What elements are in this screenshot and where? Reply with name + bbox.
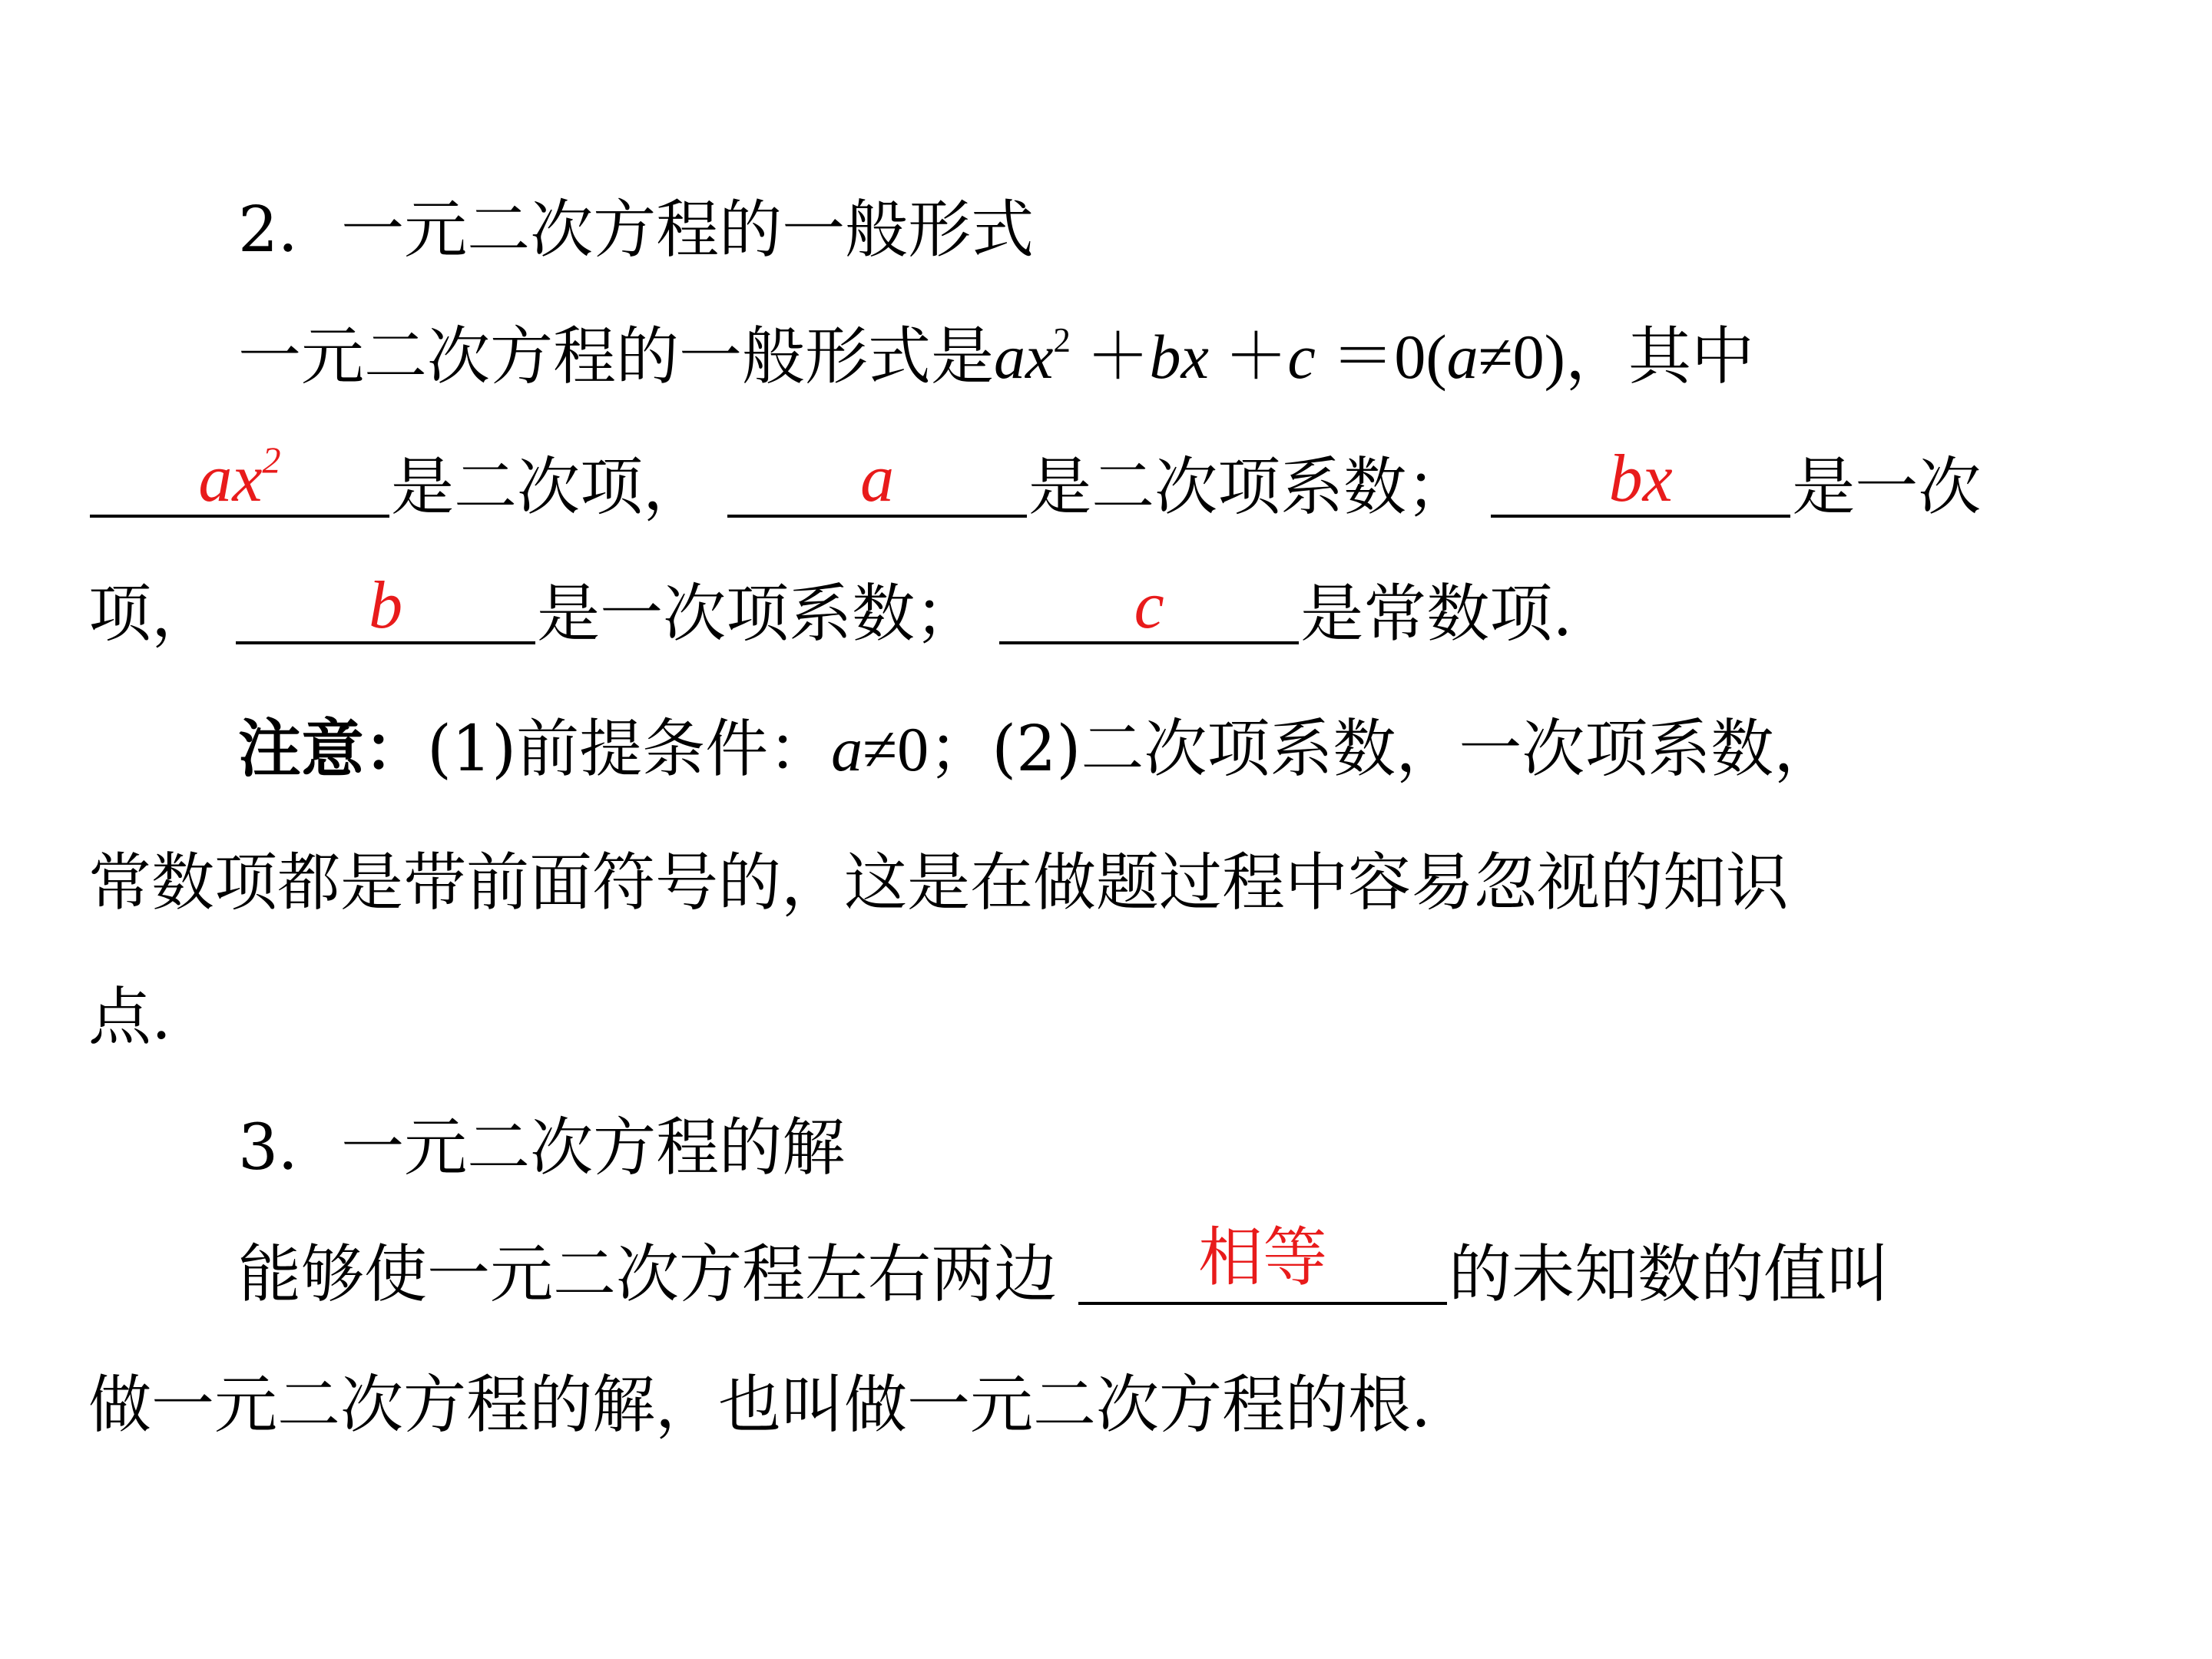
- label-linear-coefficient: 是一次项系数；: [537, 578, 979, 651]
- note-condition: (1)前提条件：: [427, 713, 832, 786]
- terms-line-2-start: 项，: [88, 578, 215, 651]
- label-linear-term: 是一次: [1792, 451, 1982, 524]
- general-form-line: [238, 311, 1754, 403]
- blank-equal[interactable]: [1078, 1220, 1447, 1305]
- terms-line-2: [88, 568, 1572, 661]
- answer-constant-term: c: [1134, 568, 1164, 643]
- section-3-heading: [238, 1102, 845, 1194]
- label-quadratic-term: 是二次项，: [391, 451, 707, 524]
- note-line-3: 点.: [88, 981, 172, 1054]
- answer-quadratic-term: $ax^2$: [198, 440, 281, 516]
- note-line-1: 注意：(1)前提条件：a≠0；(2)二次项系数，一次项系数，: [238, 712, 1837, 786]
- label-quadratic-coefficient: 是二次项系数；: [1028, 451, 1470, 524]
- blank-quadratic-coefficient[interactable]: [727, 442, 1027, 518]
- blank-linear-term[interactable]: [1491, 442, 1790, 518]
- note-label: 注意：: [238, 712, 428, 786]
- blank-linear-coefficient[interactable]: [236, 568, 535, 644]
- answer-linear-coefficient: b: [369, 568, 403, 643]
- answer-linear-term: bx: [1608, 442, 1673, 516]
- blank-quadratic-term[interactable]: [90, 440, 389, 518]
- general-form-equation: $ax^2 +bx +c =0(a\ne 0)$: [994, 321, 1565, 392]
- note-coefficients: (2)二次项系数，一次项系数，: [992, 713, 1837, 786]
- section-2-heading-text: 2．一元二次方程的一般形式: [238, 194, 1035, 267]
- terms-line-1: [88, 442, 1981, 534]
- section-2-heading: [238, 184, 1034, 276]
- label-constant-term: 是常数项.: [1300, 578, 1573, 651]
- note-line-2: 常数项都是带前面符号的，这是在做题过程中容易忽视的知识: [88, 846, 1790, 919]
- general-form-lead: 一元二次方程的一般形式是: [238, 320, 995, 393]
- answer-equal: 相等: [1198, 1220, 1328, 1295]
- general-form-tail: ，其中: [1565, 320, 1754, 393]
- answer-quadratic-coefficient: a: [860, 442, 895, 516]
- blank-constant-term[interactable]: [999, 568, 1299, 644]
- solution-line-2: 做一元二次方程的解，也叫做一元二次方程的根.: [88, 1369, 1432, 1442]
- solution-line-1: 能够使一元二次方程左右两边 相等 的未知数的值叫: [238, 1220, 1890, 1311]
- section-3-heading-text: 3．一元二次方程的解: [238, 1111, 846, 1184]
